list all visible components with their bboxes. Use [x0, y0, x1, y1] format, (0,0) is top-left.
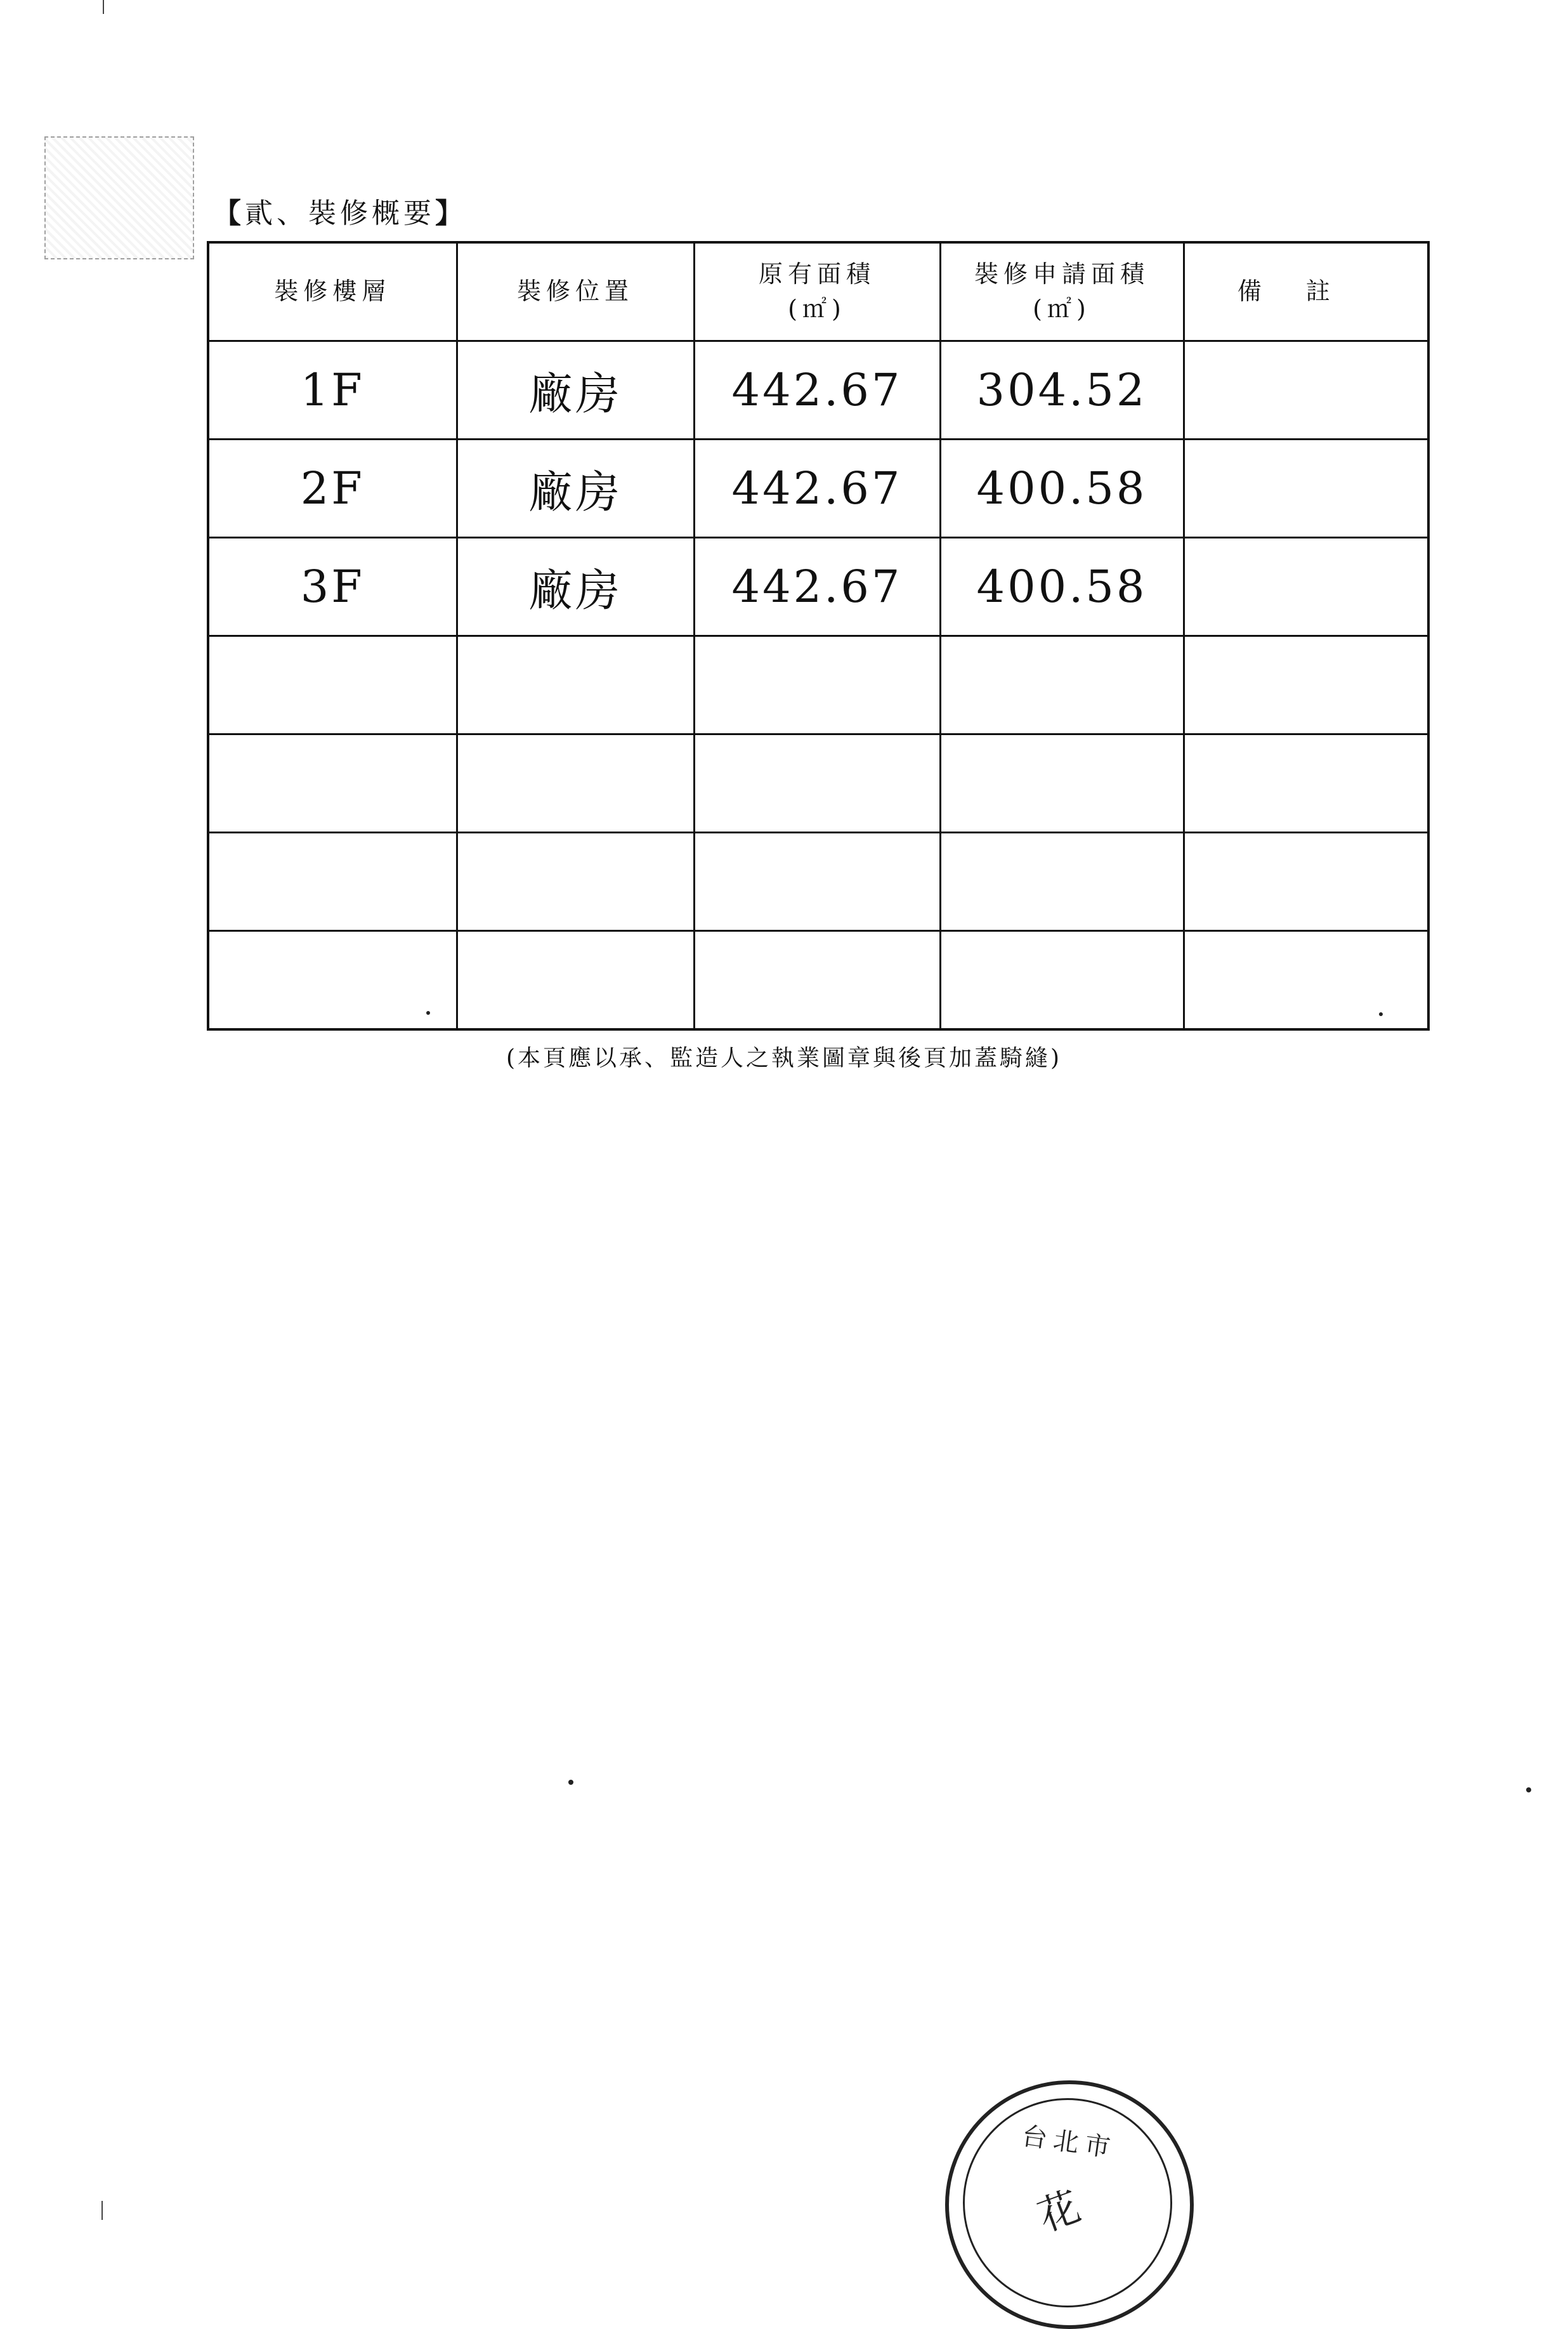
scan-speck — [1379, 1012, 1383, 1016]
cell-floor: 2F — [208, 440, 457, 538]
table-row — [208, 734, 1428, 833]
scan-edge-mark-bottom — [101, 2201, 103, 2220]
cell-original-area: 442.67 — [694, 341, 940, 440]
cell-applied-area: 304.52 — [940, 341, 1184, 440]
title-bracket-open: 【 — [213, 197, 245, 230]
header-original-area-label: 原有面積 — [758, 259, 875, 288]
cell-floor: 1F — [208, 341, 457, 440]
previous-page-seal-fragment — [44, 136, 194, 259]
cell-remarks — [1184, 440, 1428, 538]
seal-instruction-footnote: (本頁應以承、監造人之執業圖章與後頁加蓋騎縫) — [506, 1045, 1062, 1071]
seal-center-character: 花 — [1032, 2182, 1087, 2241]
cell-remarks — [1184, 341, 1428, 440]
table-row — [208, 538, 1428, 636]
cell-location — [457, 931, 694, 1030]
table-header-row — [208, 242, 1428, 341]
cell-location — [457, 833, 694, 931]
table-row — [208, 440, 1428, 538]
cell-floor — [208, 734, 457, 833]
scan-edge-mark-top — [103, 0, 104, 14]
cell-applied-area — [940, 833, 1184, 931]
cell-remarks — [1184, 734, 1428, 833]
table-row — [208, 636, 1428, 734]
cell-remarks — [1184, 931, 1428, 1030]
scan-speck — [426, 1011, 430, 1015]
renovation-summary-table — [207, 241, 1430, 1031]
cell-original-area — [694, 734, 940, 833]
title-bracket-close: 】 — [435, 197, 467, 230]
cell-original-area: 442.67 — [694, 538, 940, 636]
cell-applied-area: 400.58 — [940, 440, 1184, 538]
cell-remarks — [1184, 636, 1428, 734]
cell-location: 廠房 — [457, 538, 694, 636]
table-row — [208, 341, 1428, 440]
cell-floor — [208, 931, 457, 1030]
header-original-area-unit: (㎡) — [788, 295, 846, 323]
cell-applied-area — [940, 734, 1184, 833]
scan-speck — [1526, 1787, 1531, 1792]
header-remarks-label: 備註 — [1237, 277, 1375, 306]
cell-original-area — [694, 931, 940, 1030]
header-location: 裝修位置 — [457, 242, 694, 341]
cell-location — [457, 734, 694, 833]
cell-location: 廠房 — [457, 341, 694, 440]
header-floor: 裝修樓層 — [208, 242, 457, 341]
cell-location — [457, 636, 694, 734]
header-applied-area-unit: (㎡) — [1033, 295, 1091, 323]
cell-applied-area — [940, 931, 1184, 1030]
cell-location: 廠房 — [457, 440, 694, 538]
header-applied-area-label: 裝修申請面積 — [974, 259, 1149, 288]
cell-original-area — [694, 636, 940, 734]
table-row — [208, 833, 1428, 931]
cell-remarks — [1184, 833, 1428, 931]
title-text: 貳、裝修概要 — [245, 197, 435, 230]
cell-original-area: 442.67 — [694, 440, 940, 538]
scan-speck — [568, 1780, 573, 1785]
table-row — [208, 931, 1428, 1030]
header-original-area — [694, 242, 940, 341]
header-remarks — [1184, 242, 1428, 341]
official-seal-stamp — [945, 2080, 1194, 2329]
seal-text: 台北市 — [1020, 2121, 1118, 2164]
cell-floor — [208, 833, 457, 931]
cell-remarks — [1184, 538, 1428, 636]
cell-original-area — [694, 833, 940, 931]
cell-floor — [208, 636, 457, 734]
cell-applied-area — [940, 636, 1184, 734]
section-title — [213, 190, 467, 231]
header-applied-area — [940, 242, 1184, 341]
cell-floor: 3F — [208, 538, 457, 636]
cell-applied-area: 400.58 — [940, 538, 1184, 636]
